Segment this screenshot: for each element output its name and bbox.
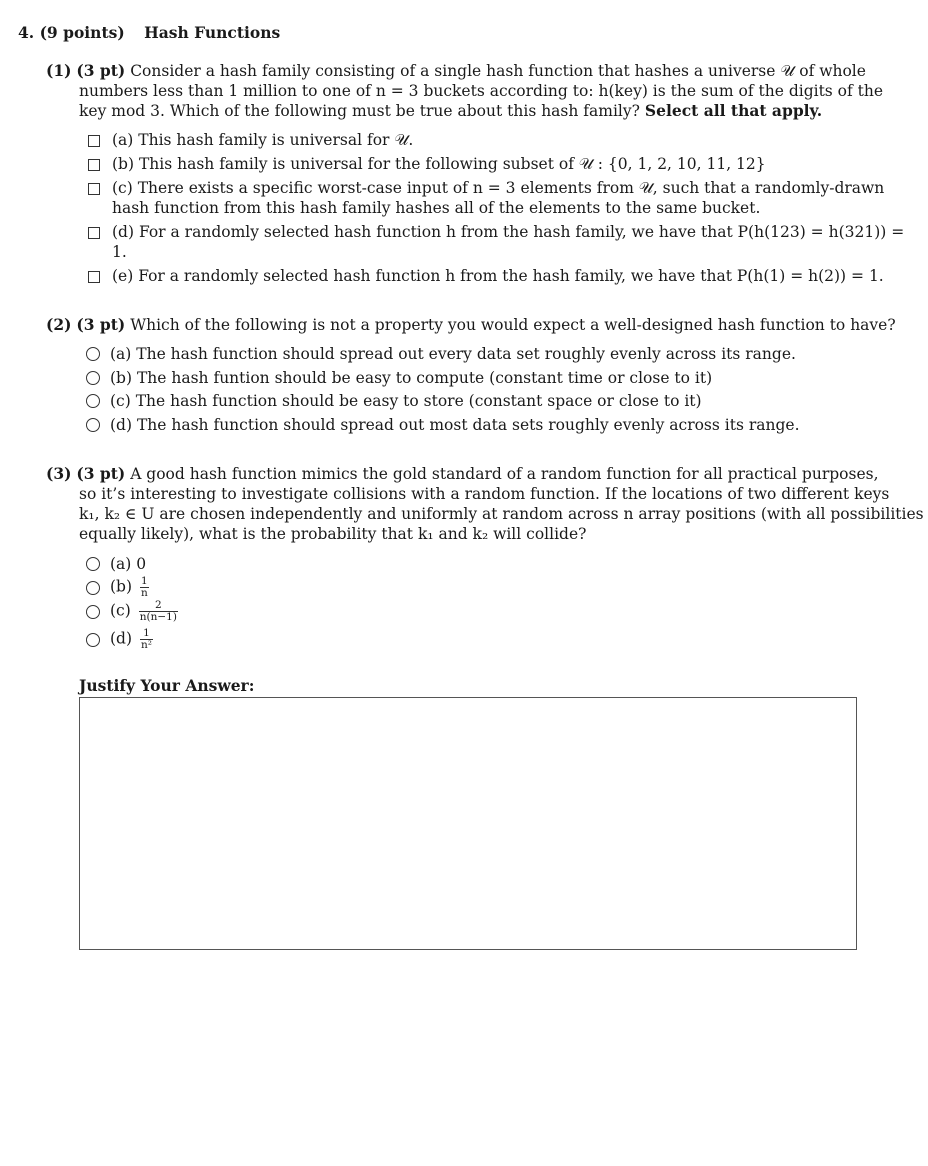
q3-points: (3 pt) (76, 464, 126, 483)
radio-button[interactable] (86, 347, 100, 361)
q3-option-d-label: (d) (110, 629, 133, 648)
problem-title: Hash Functions (144, 23, 281, 42)
q3-option-b-label: (b) (110, 577, 133, 596)
checkbox[interactable] (88, 271, 100, 283)
q3-option-a-value: 0 (136, 555, 147, 573)
checkbox[interactable] (88, 227, 100, 239)
radio-button[interactable] (86, 581, 100, 595)
q3-label: (3) (46, 464, 72, 483)
q2-points: (3 pt) (76, 315, 126, 334)
radio-button[interactable] (86, 557, 100, 571)
fraction (140, 576, 149, 599)
problem-points: (9 points) (39, 23, 125, 42)
numerator: 2 (154, 599, 162, 611)
q1-prompt-line1: Consider a hash family consisting of a single hash function that hashes a universe 𝒰 of whole (130, 62, 866, 80)
denominator: n (140, 587, 148, 599)
justify-label: Justify Your Answer: (79, 676, 255, 695)
q1-option-e-text: (e) For a randomly selected hash function h from the hash family, we have that P(h(1) = h(2)) = 1. (112, 267, 884, 285)
q1-option-d-line2: 1. (112, 243, 127, 261)
q2-option-c-text: (c) The hash function should be easy to store (constant space or close to it) (110, 392, 702, 410)
problem-number: 4. (18, 23, 35, 42)
q1-prompt-emph: Select all that apply. (644, 101, 823, 120)
denominator: n(n−1) (139, 611, 177, 623)
q1-option-a-text: (a) This hash family is universal for 𝒰. (112, 131, 414, 149)
checkbox[interactable] (88, 159, 100, 171)
radio-button[interactable] (86, 633, 100, 647)
fraction (140, 628, 153, 651)
q1-points: (3 pt) (76, 61, 126, 80)
q3-prompt-line2: so it’s interesting to investigate collisions with a random function. If the locations of two different keys (79, 485, 890, 503)
checkbox[interactable] (88, 135, 100, 147)
q2-label: (2) (46, 315, 72, 334)
q1-prompt-line2: numbers less than 1 million to one of n = 3 buckets according to: h(key) is the sum of the digits of the (79, 82, 884, 100)
numerator: 1 (143, 627, 150, 639)
q2-option-b-text: (b) The hash funtion should be easy to compute (constant time or close to it) (110, 369, 713, 387)
q2-prompt (46, 315, 896, 335)
q2-option-d-text: (d) The hash function should spread out most data sets roughly evenly across its range. (110, 416, 800, 434)
q1-option-c-line2: hash function from this hash family hashes all of the elements to the same bucket. (112, 199, 761, 217)
q2-option-a-text: (a) The hash function should spread out every data set roughly evenly across its range. (110, 345, 796, 363)
q2-prompt-text: Which of the following is not a property you would expect a well-designed hash function to have? (130, 316, 896, 334)
q3-option-a-label: (a) (110, 555, 132, 573)
q1-label: (1) (46, 61, 72, 80)
radio-button[interactable] (86, 394, 100, 408)
q1-option-b-text: (b) This hash family is universal for the following subset of 𝒰 : {0, 1, 2, 10, 11, 12} (112, 155, 766, 173)
q3-prompt-line3: k₁, k₂ ∈ U are chosen independently and uniformly at random across n array positions (with all possibilities (79, 505, 924, 523)
q3-prompt-line1: A good hash function mimics the gold standard of a random function for all practical purposes, (130, 465, 879, 483)
denominator: n² (140, 639, 152, 651)
problem-header (18, 23, 280, 43)
q3-prompt-line4: equally likely), what is the probability that k₁ and k₂ will collide? (79, 525, 587, 543)
q1-prompt (46, 61, 884, 121)
radio-button[interactable] (86, 418, 100, 432)
q1-prompt-line3: key mod 3. Which of the following must be true about this hash family? (79, 102, 640, 120)
fraction (139, 600, 178, 623)
q3-option-c-label: (c) (110, 601, 131, 620)
q1-option-c-line1: (c) There exists a specific worst-case input of n = 3 elements from 𝒰, such that a randomly-drawn (112, 179, 885, 197)
q3-prompt (46, 464, 924, 544)
checkbox[interactable] (88, 183, 100, 195)
justify-answer-box[interactable] (79, 697, 857, 950)
radio-button[interactable] (86, 371, 100, 385)
radio-button[interactable] (86, 605, 100, 619)
numerator: 1 (141, 575, 148, 587)
q1-option-d-line1: (d) For a randomly selected hash function h from the hash family, we have that P(h(123) = h(321)) = (112, 223, 905, 241)
